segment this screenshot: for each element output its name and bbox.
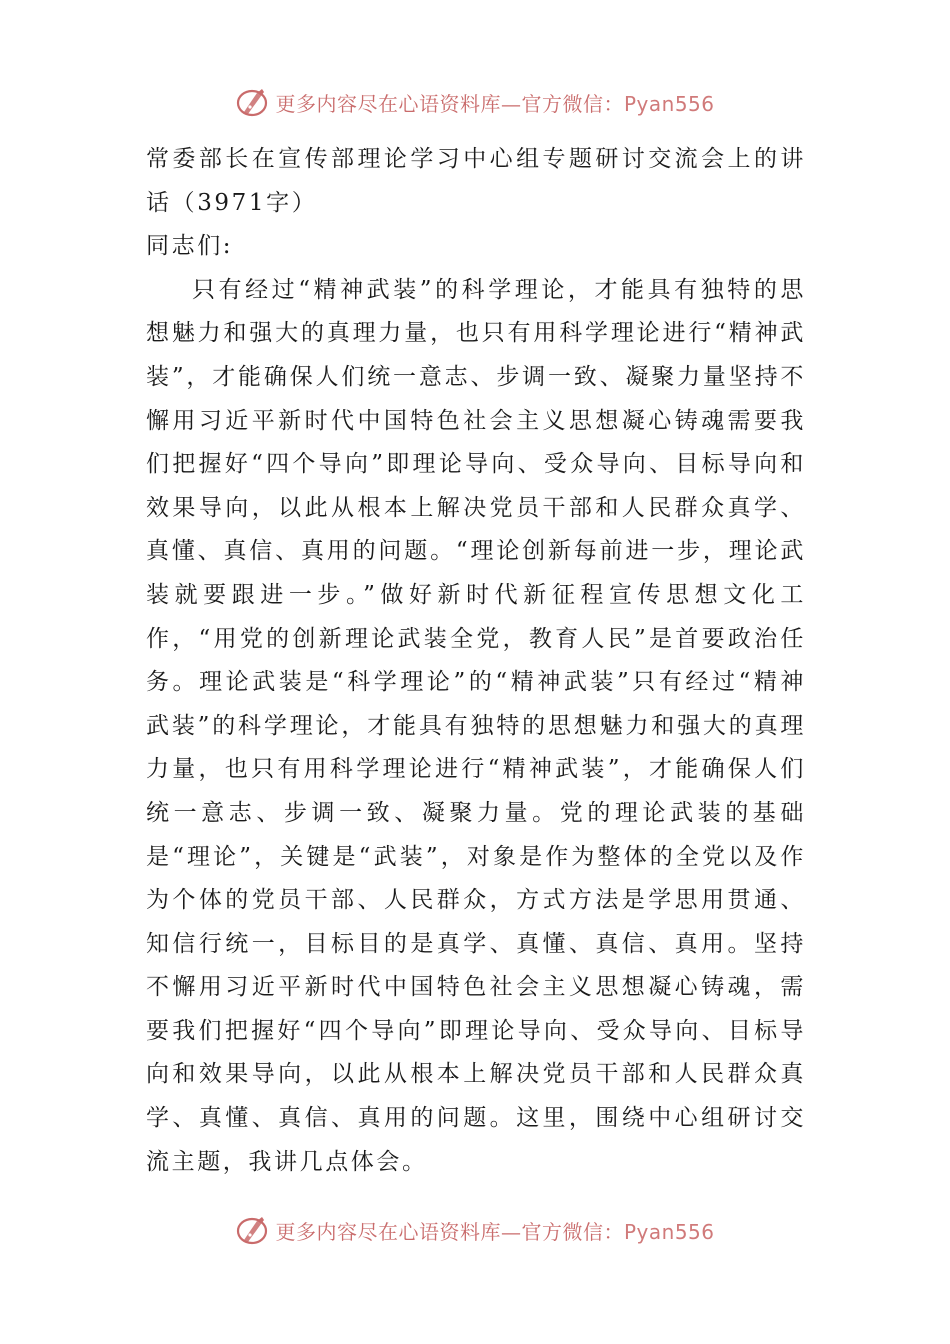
header-watermark <box>0 82 950 122</box>
document-title: 常委部长在宣传部理论学习中心组专题研讨交流会上的讲话（3971字） <box>146 146 806 216</box>
footer-watermark <box>0 1210 950 1250</box>
document-body <box>146 138 806 1184</box>
pen-nib-seal-icon <box>235 1213 269 1247</box>
body-paragraph: 只有经过“精神武装”的科学理论，才能具有独特的思想魅力和强大的真理力量，也只有用科学理论进行“精神武装”，才能确保人们统一意志、步调一致、凝聚力量坚持不懈用习近平新时代中国特色社会主义思想凝心铸魂需要我们把握好“四个导向”即理论导向、受众导向、目标导向和效果导向，以此从根本上解决党员干部和人民群众真学、真懂、真信、真用的问题。“理论创新每前进一步，理论武装就要跟进一步。”做好新时代新征程宣传思想文化工作，“用党的创新理论武装全党，教育人民”是首要政治任务。理论武装是“科学理论”的“精神武装”只有经过“精神武装”的科学理论，才能具有独特的思想魅力和强大的真理力量，也只有用科学理论进行“精神武装”，才能确保人们统一意志、步调一致、凝聚力量。党的理论武装的基础是“理论”，关键是“武装”，对象是作为整体的全党以及作为个体的党员干部、人民群众，方式方法是学思用贯通、知信行统一，目标目的是真学、真懂、真信、真用。坚持不懈用习近平新时代中国特色社会主义思想凝心铸魂，需要我们把握好“四个导向”即理论导向、受众导向、目标导向和效果导向，以此从根本上解决党员干部和人民群众真学、真懂、真信、真用的问题。这里，围绕中心组研讨交流主题，我讲几点体会。 <box>146 276 806 1175</box>
watermark-text: 更多内容尽在心语资料库—官方微信：Pyan556 <box>275 1219 715 1244</box>
watermark-wechat-id: Pyan556 <box>623 1219 715 1244</box>
watermark-wechat-id: Pyan556 <box>623 91 715 116</box>
pen-nib-seal-icon <box>235 85 269 119</box>
salutation: 同志们: <box>146 233 234 260</box>
watermark-text: 更多内容尽在心语资料库—官方微信：Pyan556 <box>275 91 715 116</box>
